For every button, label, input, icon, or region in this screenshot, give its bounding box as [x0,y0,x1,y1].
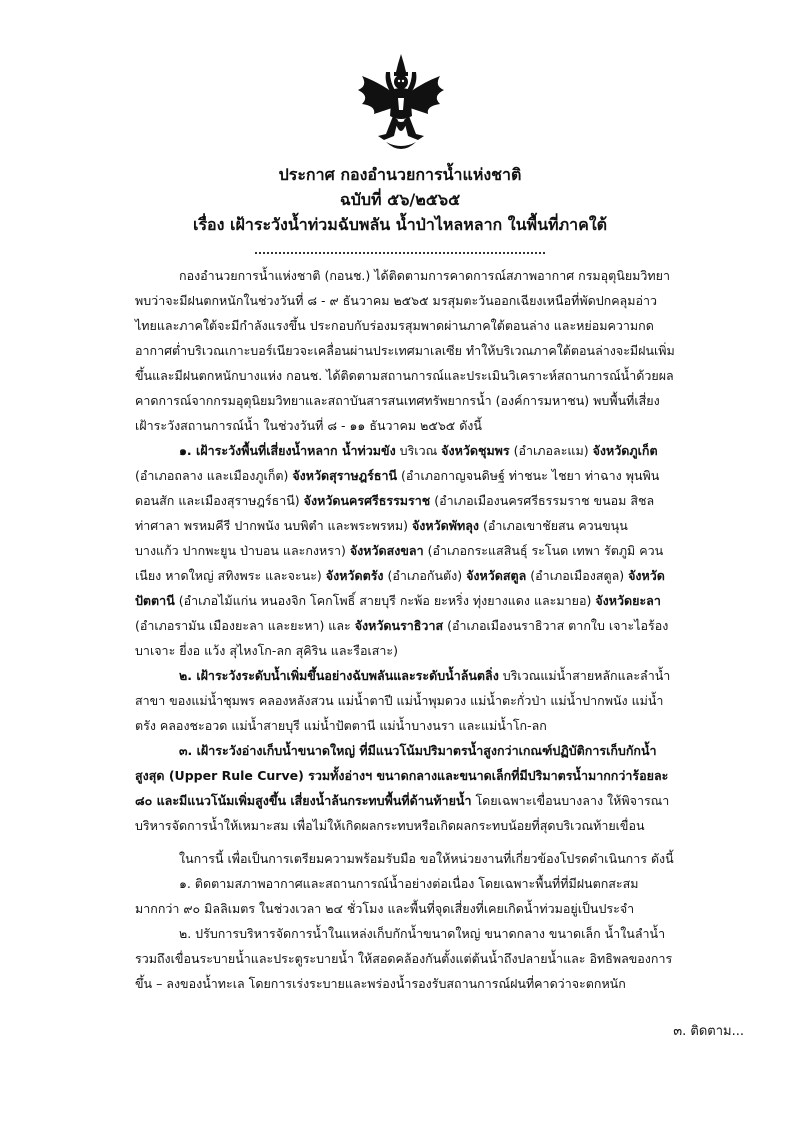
item-2-heading: ๒. เฝ้าระวังระดับน้ำเพิ่มขึ้นอย่างฉับพลันและระดับน้ำล้นตลิ่ง [179,668,499,683]
district-list: (อำเภอเมืองนราธิวาส ตากใบ เจาะไอร้อง บาเจาะ ยี่งอ แว้ง สุไหงโก-ลก สุคิริน และรือเสาะ) [135,618,669,658]
province-name: จังหวัดปัตตานี [135,568,665,608]
district-list: (อำเภอเมืองสตูล) [526,568,629,583]
intro-paragraph: กองอำนวยการน้ำแห่งชาติ (กอนช.) ได้ติดตามการคาดการณ์สภาพอากาศ กรมอุตุนิยมวิทยา พบว่าจะมีฝนตกหนักในช่วงวันที่ ๘ - ๙ ธันวาคม ๒๕๖๕ มรสุมตะวันออกเฉียงเหนือที่พัดปกคลุมอ่าวไทยและภาคใต้จะมีกำลังแรงขึ้น ประกอบกับร่องมรสุมพาดผ่านภาคใต้ตอนล่าง และหย่อมความกดอากาศต่ำบริเวณเกาะบอร์เนียวจะเคลื่อนผ่านประเทศมาเลเซีย ทำให้บริเวณภาคใต้ตอนล่างจะมีฝนเพิ่มขึ้นและมีฝนตกหนักบางแห่ง กอนช. ได้ติดตามสถานการณ์และประเมินวิเคราะห์สถานการณ์น้ำด้วยผลคาดการณ์จากกรมอุตุนิยมวิทยาและสถาบันสารสนเทศทรัพยากรน้ำ (องค์การมหาชน) พบพื้นที่เสี่ยงเฝ้าระวังสถานการณ์น้ำ ในช่วงวันที่ ๘ - ๑๑ ธันวาคม ๒๕๖๕ ดังนี้ [135,268,675,433]
item-1-text: บริเวณ [395,443,442,458]
document-body [135,263,675,996]
province-name: จังหวัดสุราษฎร์ธานี [292,468,398,483]
province-name: จังหวัดภูเก็ต [592,443,658,458]
district-list: (อำเภอกันตัง) [383,568,467,583]
district-list: (อำเภอเมืองนครศรีธรรมราช ขนอม สิชล ท่าศาลา พรหมคีรี ปากพนัง นบพิตำ และพระพรหม) [135,493,655,533]
garuda-emblem-icon [348,52,454,158]
province-name: จังหวัดพัทลุง [411,518,480,533]
district-list: (อำเภอละแม) [509,443,593,458]
province-name: จังหวัดสงขลา [349,543,424,558]
action-1-paragraph: ๑. ติดตามสภาพอากาศและสถานการณ์น้ำอย่างต่อเนื่อง โดยเฉพาะพื้นที่ที่มีฝนตกสะสมมากกว่า ๙๐ มิลลิเมตร ในช่วงเวลา ๒๔ ชั่วโมง และพื้นที่จุดเสี่ยงที่เคยเกิดน้ำท่วมอยู่เป็นประจำ [135,876,639,916]
province-name: จังหวัดชุมพร [441,443,510,458]
district-list: (อำเภอเขาชัยสน ควนขนุน บางแก้ว ปากพะยูน ป่าบอน และกงหรา) [135,518,628,558]
province-name: จังหวัดสตูล [466,568,527,583]
item-3-paragraph [135,738,675,838]
issue-number: ฉบับที่ ๕๖/๒๕๖๕ [339,190,461,209]
province-name: จังหวัดนครศรีธรรมราช [303,493,431,508]
item-2-paragraph [135,663,675,738]
district-list: (อำเภอกระแสสินธุ์ ระโนด เทพา รัตภูมิ ควนเนียง หาดใหญ่ สทิงพระ และจะนะ) [135,543,664,583]
subject-line: เรื่อง เฝ้าระวังน้ำท่วมฉับพลัน น้ำป่าไหลหลาก ในพื้นที่ภาคใต้ [192,215,608,234]
continued-note: ๓. ติดตาม... [673,1024,744,1039]
district-list: (อำเภอถลาง และเมืองภูเก็ต) [135,468,293,483]
district-list: (อำเภอไม้แก่น หนองจิก โคกโพธิ์ สายบุรี กะพ้อ ยะหริ่ง ทุ่งยางแดง และมายอ) [174,593,596,608]
item-1-paragraph [135,438,675,663]
announcement-title: ประกาศ กองอำนวยการน้ำแห่งชาติ [278,165,522,184]
dotted-divider [255,252,545,254]
item-1-heading: ๑. เฝ้าระวังพื้นที่เสี่ยงน้ำหลาก น้ำท่วมขัง [179,443,396,458]
province-name: จังหวัดนราธิวาส [354,618,444,633]
district-list: (อำเภอรามัน เมืองยะลา และยะหา) และ [135,618,355,633]
province-name: จังหวัดยะลา [595,593,661,608]
closing-paragraph: ในการนี้ เพื่อเป็นการเตรียมความพร้อมรับมือ ขอให้หน่วยงานที่เกี่ยวข้องโปรดดำเนินการ ดังนี้ [179,851,674,866]
item-3-heading: ๓. เฝ้าระวังอ่างเก็บน้ำขนาดใหญ่ ที่มีแนวโน้มปริมาตรน้ำสูงกว่าเกณฑ์ปฏิบัติการเก็บกักน้ำสูงสุด (Upper Rule Curve) รวมทั้งอ่างฯ ขนาดกลางและขนาดเล็กที่มีปริมาตรน้ำมากกว่าร้อยละ ๘๐ และมีแนวโน้มเพิ่มสูงขึ้น เสี่ยงน้ำล้นกระทบพื้นที่ด้านท้ายน้ำ [135,743,669,808]
item-2-text: บริเวณแม่น้ำสายหลักและลำน้ำสาขา ของแม่น้ำชุมพร คลองหลังสวน แม่น้ำตาปี แม่น้ำพุมดวง แม่น้ำตะกั่วป่า แม่น้ำปากพนัง แม่น้ำตรัง คลองชะอวด แม่น้ำสายบุรี แม่น้ำปัตตานี แม่น้ำบางนรา และแม่น้ำโก-ลก [135,668,671,733]
action-2-paragraph: ๒. ปรับการบริหารจัดการน้ำในแหล่งเก็บกักน้ำขนาดใหญ่ ขนาดกลาง ขนาดเล็ก น้ำในลำน้ำ รวมถึงเขื่อนระบายน้ำและประตูระบายน้ำ ให้สอดคล้องกันตั้งแต่ต้นน้ำถึงปลายน้ำและ อิทธิพลของการขึ้น – ลงของน้ำทะเล โดยการเร่งระบายและพร่องน้ำรองรับสถานการณ์ฝนที่คาดว่าจะตกหนัก [135,926,673,991]
province-name: จังหวัดตรัง [325,568,384,583]
district-list: (อำเภอกาญจนดิษฐ์ ท่าชนะ ไชยา ท่าฉาง พุนพิน ดอนสัก และเมืองสุราษฎร์ธานี) [135,468,660,508]
item-3-text: โดยเฉพาะเขื่อนบางลาง ให้พิจารณาบริหารจัดการน้ำให้เหมาะสม เพื่อไม่ให้เกิดผลกระทบหรือเกิดผลกระทบน้อยที่สุดบริเวณท้ายเขื่อน [135,793,670,833]
